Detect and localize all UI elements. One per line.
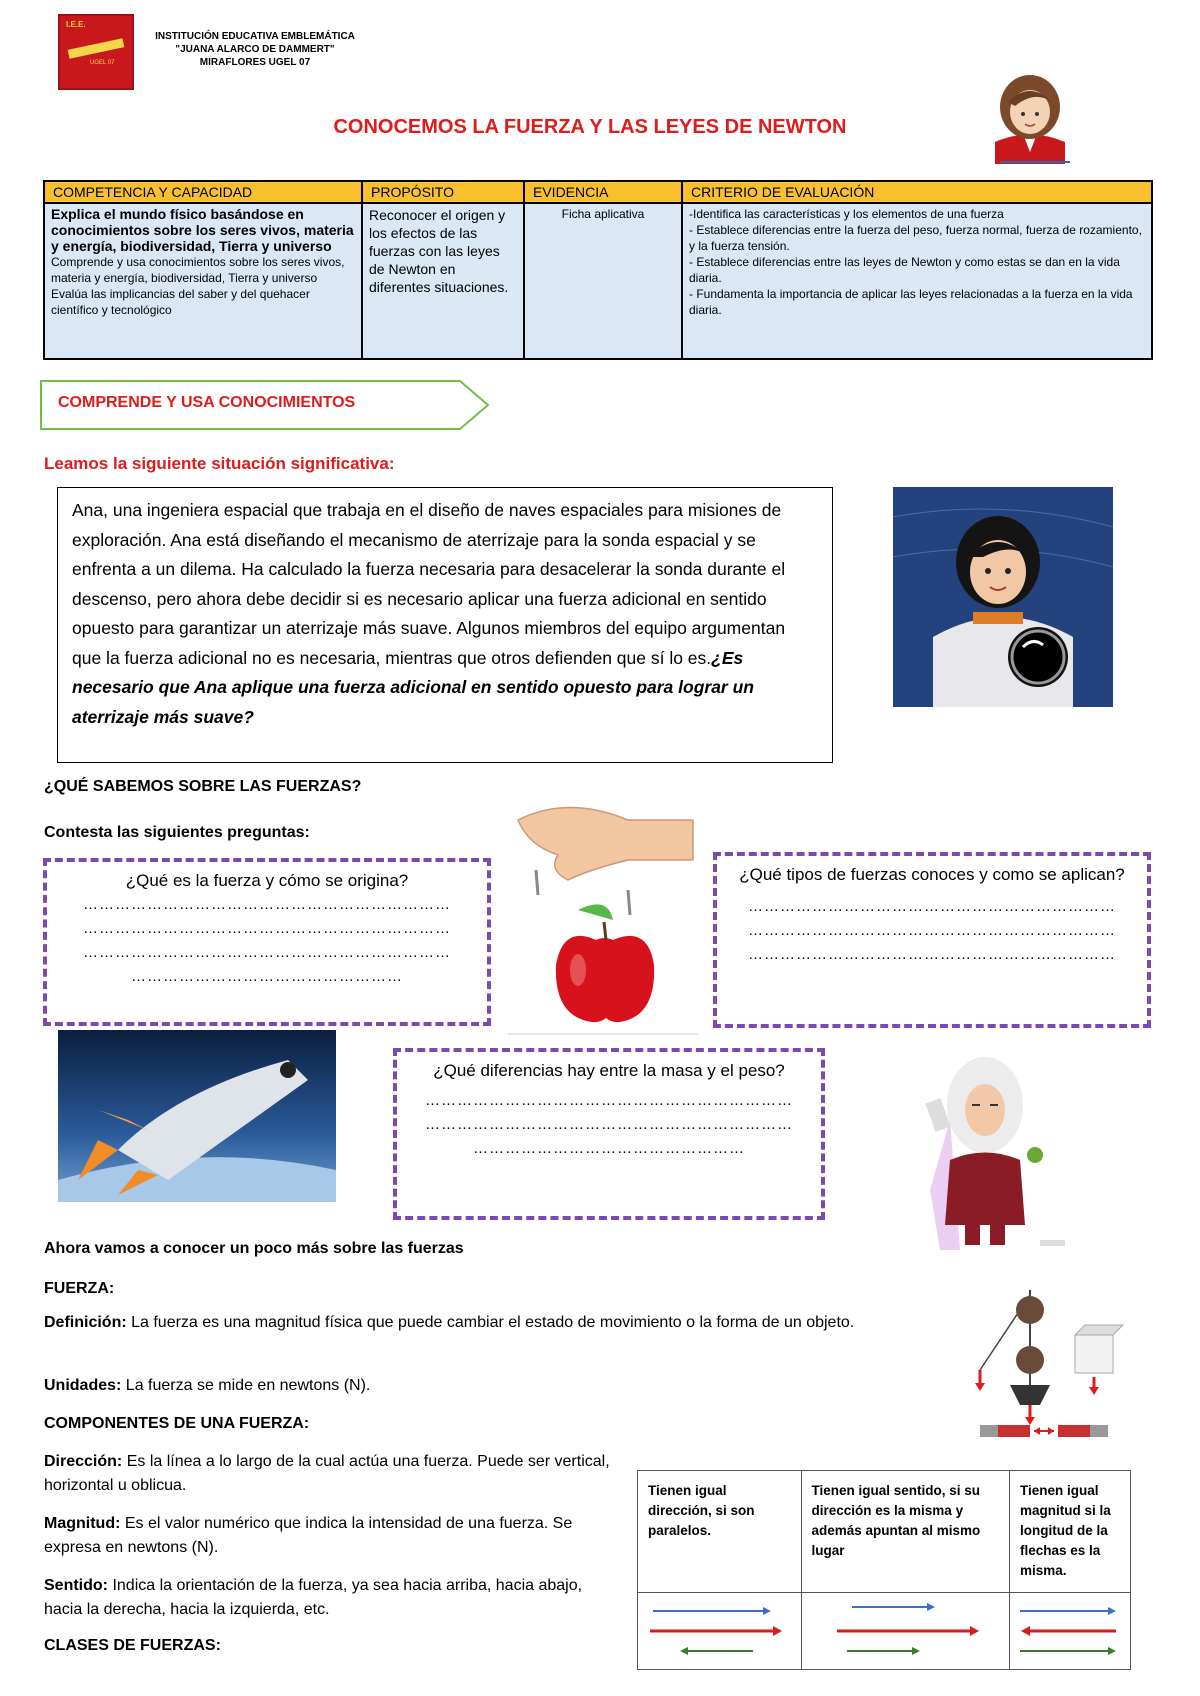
competencia-text: Explica el mundo físico basándose en conocimientos sobre los seres vivos, materia y energía, biodiversidad, Tierra y universo [51,206,354,254]
cell-evidencia [524,203,682,359]
cell-competencia [44,203,362,359]
arrows-sense [801,1593,1010,1670]
question-box-2[interactable] [713,852,1151,1028]
story-text: Ana, una ingeniera espacial que trabaja en el diseño de naves espaciales para misiones de exploración. Ana está diseñando el mecanismo de aterrizaje para la sonda espacial y se enfrenta a un dilema. Ha calculado la fuerza necesaria para desacelerar la sonda durante el descenso, pero ahora debe decidir si es necesario aplicar una fuerza adicional en sentido opuesto para garantizar un aterrizaje más suave. Algunos miembros del equipo argumentan que la fuerza adicional no es necesaria, mientras que otros defienden que sí lo es. [72,500,786,668]
vector-cell-sense: Tienen igual sentido, si su dirección es la misma y además apuntan al mismo lugar [801,1471,1010,1593]
story-question: ¿Es necesario que Ana aplique una fuerza adicional en sentido opuesto para lograr un aterrizaje más suave? [72,647,754,727]
criterio-1: -Identifica las características y los elementos de una fuerza [689,207,1004,221]
parallel-arrows [638,1593,788,1663]
capacidad-2: Evalúa las implicancias del saber y del quehacer científico y tecnológico [51,287,310,317]
logo-band [68,38,125,58]
teacher-avatar-illustration [975,72,1085,164]
answer-line: …………………………………………………………… [748,898,1116,915]
fuerza-definition [44,1311,914,1335]
header-evidencia: EVIDENCIA [524,181,682,203]
school-logo [58,14,134,90]
logo-text: I.E.E. [66,20,86,29]
question-box-1[interactable] [43,858,491,1026]
cell-criterio [682,203,1152,359]
capacidad-1: Comprende y usa conocimientos sobre los seres vivos, materia y energía, biodiversidad, Tierra y universo [51,255,345,285]
direction-text: Es la línea a lo largo de la cual actúa una fuerza. Puede ser vertical, horizontal u oblicua. [44,1453,610,1494]
story-box [57,487,833,763]
fuerza-heading: FUERZA: [44,1280,115,1297]
answer-line: …………………………………………………………… [748,946,1116,963]
same-sense-arrows [802,1593,997,1663]
question-3-text: ¿Qué diferencias hay entre la masa y el peso? [433,1061,785,1080]
proposito-text: Reconocer el origen y los efectos de las fuerzas con las leyes de Newton en diferentes situaciones. [369,207,509,295]
equal-length-arrows [1010,1593,1130,1663]
definition-text: La fuerza es una magnitud física que puede cambiar el estado de movimiento o la forma de un objeto. [126,1314,855,1331]
criterio-4: - Fundamenta la importancia de aplicar las leyes relacionadas a la fuerza en la vida diaria. [689,287,1133,317]
answer-line: …………………………………………………………… [425,1116,793,1133]
newton-illustration [910,1050,1070,1250]
answer-line: …………………………………………………………… [748,922,1116,939]
criterio-3: - Establece diferencias entre las leyes de Newton y como estas se dan en la vida diaria. [689,255,1120,285]
institution-line-3: MIRAFLORES UGEL 07 [199,57,311,68]
situation-heading: Leamos la siguiente situación significativa: [44,454,395,473]
components-heading: COMPONENTES DE UNA FUERZA: [44,1415,310,1432]
vector-table [637,1470,1131,1670]
competency-table [43,180,1153,360]
definition-label: Definición: [44,1314,127,1331]
component-sense [44,1574,619,1622]
institution-line-1: INSTITUCIÓN EDUCATIVA EMBLEMÁTICA [155,31,355,42]
question-box-3[interactable] [393,1048,825,1220]
cell-proposito [362,203,524,359]
answer-line: …………………………………………………………… [425,1092,793,1109]
intro-more: Ahora vamos a conocer un poco más sobre las fuerzas [44,1240,464,1257]
arrows-magnitude [1010,1593,1131,1670]
arrows-direction [638,1593,802,1670]
question-1-text: ¿Qué es la fuerza y cómo se origina? [125,871,409,890]
evidencia-text: Ficha aplicativa [561,207,645,221]
logo-sub: UGEL 07 [90,60,115,66]
component-magnitude [44,1512,619,1560]
page-title: CONOCEMOS LA FUERZA Y LAS LEYES DE NEWTON [333,116,847,138]
institution-line-2: "JUANA ALARCO DE DAMMERT" [175,44,335,55]
forces-diagram [960,1285,1130,1445]
header-criterio: CRITERIO DE EVALUACIÓN [682,181,1152,203]
institution-name [150,30,360,69]
sense-label: Sentido: [44,1577,108,1594]
component-direction [44,1450,619,1498]
spacecraft-image [58,1030,336,1202]
header-competencia: COMPETENCIA Y CAPACIDAD [44,181,362,203]
classes-heading: CLASES DE FUERZAS: [44,1637,221,1654]
question-2-text: ¿Qué tipos de fuerzas conoces y como se aplican? [739,865,1125,884]
hand-apple-illustration [508,800,698,1035]
what-we-know-heading: ¿QUÉ SABEMOS SOBRE LAS FUERZAS? [44,778,362,795]
vector-cell-magnitude: Tienen igual magnitud si la longitud de la flechas es la misma. [1010,1471,1131,1593]
answer-line: …………………………………………………………… [83,896,451,913]
header-proposito: PROPÓSITO [362,181,524,203]
answer-line: …………………………………………… [473,1140,745,1157]
answer-line: …………………………………………………………… [83,920,451,937]
astronaut-illustration [893,487,1113,707]
section-label: COMPRENDE Y USA CONOCIMIENTOS [58,394,356,411]
units-label: Unidades: [44,1377,122,1394]
magnitude-text: Es el valor numérico que indica la intensidad de una fuerza. Se expresa en newtons (N). [44,1515,573,1556]
sense-text: Indica la orientación de la fuerza, ya sea hacia arriba, hacia abajo, hacia la derecha, hacia la izquierda, etc. [44,1577,583,1618]
vector-cell-direction: Tienen igual dirección, si son paralelos. [638,1471,802,1593]
magnitude-label: Magnitud: [44,1515,121,1532]
units-text: La fuerza se mide en newtons (N). [121,1377,371,1394]
direction-label: Dirección: [44,1453,123,1470]
criterio-2: - Establece diferencias entre la fuerza del peso, fuerza normal, fuerza de rozamiento, y la fuerza tensión. [689,223,1142,253]
answer-line: …………………………………………… [131,968,403,985]
fuerza-units [44,1374,914,1398]
answer-line: …………………………………………………………… [83,944,451,961]
answer-prompt: Contesta las siguientes preguntas: [44,824,310,841]
